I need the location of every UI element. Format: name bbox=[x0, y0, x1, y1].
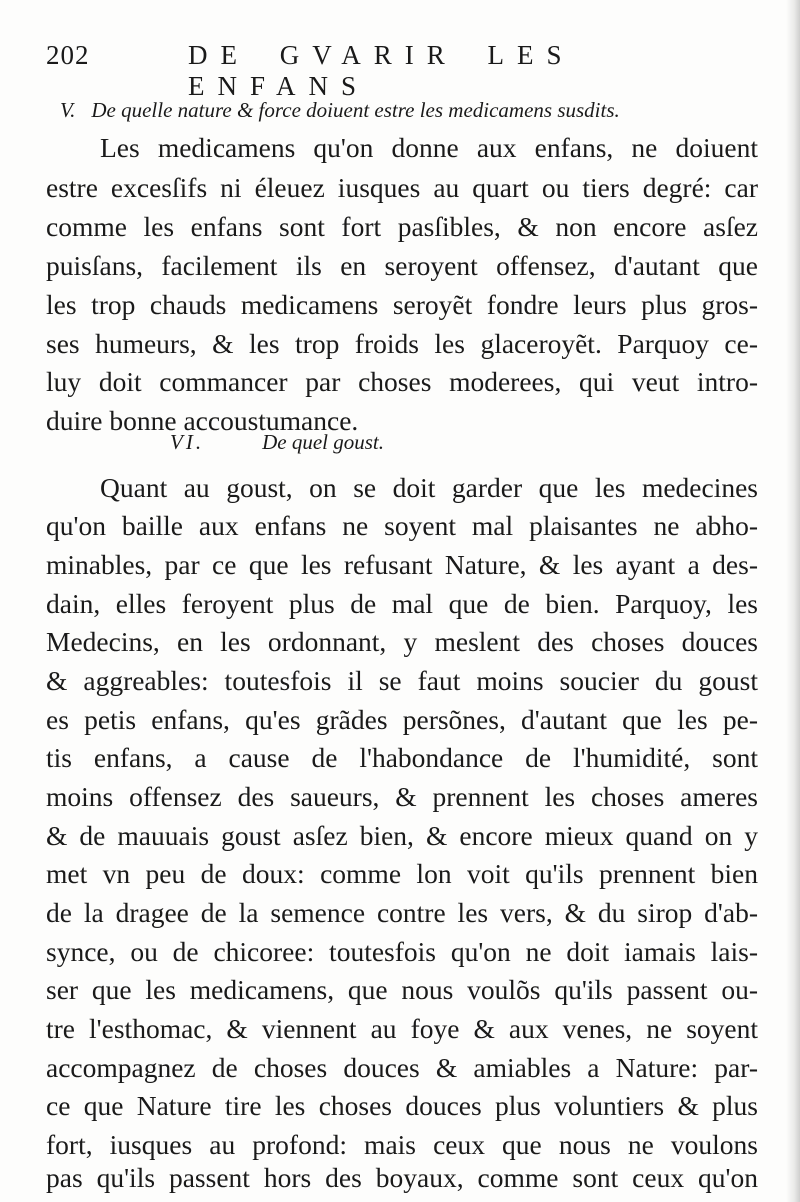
text-line: dain, elles feroyent plus de mal que de bien. Parquoy, les bbox=[46, 588, 758, 619]
text-line: qu'on baille aux enfans ne soyent mal plaisantes ne abho- bbox=[46, 510, 758, 541]
section-v-number: V. bbox=[60, 98, 76, 122]
text-line: estre excesſifs ni éleuez iusques au quart ou tiers degré: car bbox=[46, 172, 758, 203]
text-line: & de mauuais goust asſez bien, & encore mieux quand on y bbox=[46, 820, 758, 851]
text-line: met vn peu de doux: comme lon voit qu'ils prennent bien bbox=[46, 858, 758, 889]
running-head bbox=[46, 40, 756, 101]
text-line: & aggreables: toutesfois il se faut moins soucier du goust bbox=[46, 665, 758, 696]
text-line: tis enfans, a cause de l'habondance de l'humidité, sont bbox=[46, 742, 758, 773]
section-v-title: De quelle nature & force doiuent estre les medicamens susdits. bbox=[91, 98, 620, 122]
section-vi-heading bbox=[170, 430, 384, 455]
text-line: les trop chauds medicamens seroyẽt fondre leurs plus gros- bbox=[46, 289, 758, 320]
text-line: moins offensez des saueurs, & prennent les choses ameres bbox=[46, 781, 758, 812]
text-line: Les medicamens qu'on donne aux enfans, ne doiuent bbox=[100, 132, 758, 163]
text-line: Quant au goust, on se doit garder que les medecines bbox=[100, 472, 758, 503]
section-vi-title: De quel goust. bbox=[262, 430, 384, 454]
text-line: comme les enfans sont fort pasſibles, & non encore asſez bbox=[46, 211, 758, 242]
section-v-heading bbox=[60, 98, 620, 123]
text-line: es petis enfans, qu'es grãdes persõnes, d'autant que les pe- bbox=[46, 704, 758, 735]
running-title: DE GVARIR LES ENFANS bbox=[188, 40, 575, 101]
text-line: ses humeurs, & les trop froids les glaceroyẽt. Parquoy ce- bbox=[46, 328, 758, 359]
page-number: 202 bbox=[46, 40, 90, 70]
section-vi-number: VI. bbox=[170, 430, 205, 454]
text-line: ser que les medicamens, que nous voulõs qu'ils passent ou- bbox=[46, 974, 758, 1005]
text-line: duire bonne accoustumance. bbox=[46, 405, 359, 436]
text-line: Medecins, en les ordonnant, y meslent des choses douces bbox=[46, 626, 758, 657]
text-line: tre l'esthomac, & viennent au foye & aux venes, ne soyent bbox=[46, 1013, 758, 1044]
text-line: ce que Nature tire les choses douces plus voluntiers & plus bbox=[46, 1090, 758, 1121]
text-line: de la dragee de la semence contre les vers, & du sirop d'ab- bbox=[46, 897, 758, 928]
text-line: pas qu'ils passent hors des boyaux, comme sont ceux qu'on bbox=[46, 1162, 758, 1193]
text-line: accompagnez de choses douces & amiables a Nature: par- bbox=[46, 1052, 758, 1083]
text-line: puisſans, facilement ils en seroyent offensez, d'autant que bbox=[46, 250, 758, 281]
text-line: luy doit commancer par choses moderees, qui veut intro- bbox=[46, 366, 758, 397]
text-line: minables, par ce que les refusant Nature, & les ayant a des- bbox=[46, 549, 758, 580]
text-line: fort, iusques au profond: mais ceux que nous ne voulons bbox=[46, 1129, 758, 1160]
text-line: synce, ou de chicoree: toutesfois qu'on ne doit iamais lais- bbox=[46, 936, 758, 967]
page-edge-shadow bbox=[786, 0, 800, 1202]
